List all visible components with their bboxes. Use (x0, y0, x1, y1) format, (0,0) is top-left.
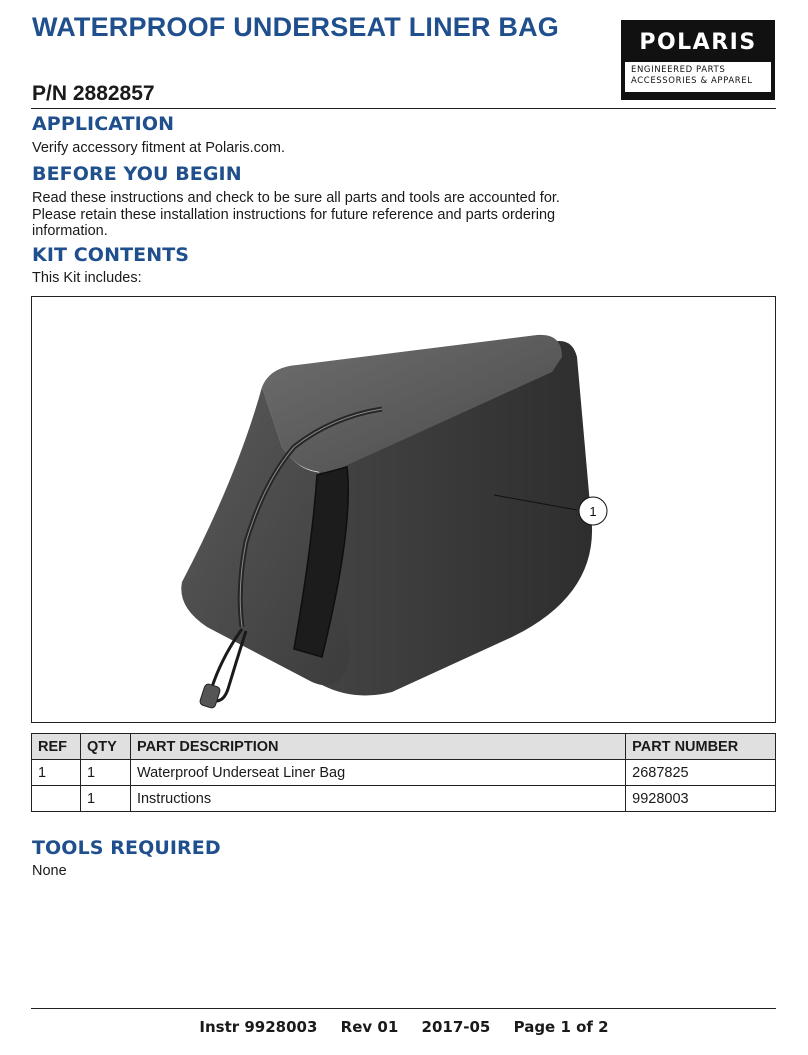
footer-rev: Rev 01 (340, 1018, 399, 1036)
kit-contents-heading: KIT CONTENTS (32, 244, 190, 266)
header-part-description: PART DESCRIPTION (130, 734, 625, 760)
logo-line-2: ACCESSORIES & APPAREL (631, 76, 753, 86)
polaris-logo (621, 20, 775, 100)
logo-subtitle (625, 62, 771, 92)
kit-figure (31, 296, 776, 723)
table-header-row (32, 734, 776, 760)
cell-qty: 1 (80, 786, 130, 812)
kit-contents-table (31, 733, 776, 812)
header-divider (31, 108, 776, 109)
cell-part-number: 2687825 (626, 760, 776, 786)
logo-line-1: ENGINEERED PARTS (631, 65, 726, 75)
cell-description: Instructions (130, 786, 625, 812)
page-footer (0, 1018, 808, 1036)
cell-qty: 1 (80, 760, 130, 786)
footer-instr: Instr 9928003 (199, 1018, 318, 1036)
cell-ref: 1 (32, 760, 81, 786)
tools-required-text: None (32, 863, 67, 879)
callout-number: 1 (589, 504, 597, 519)
header-qty: QTY (80, 734, 130, 760)
before-you-begin-line-2: Please retain these installation instructions for future reference and parts ordering (32, 206, 556, 223)
application-text: Verify accessory fitment at Polaris.com. (32, 140, 286, 156)
before-you-begin-line-3: information. (32, 223, 108, 239)
cell-part-number: 9928003 (626, 786, 776, 812)
tools-required-heading: TOOLS REQUIRED (32, 837, 221, 859)
part-number: P/N 2882857 (32, 82, 155, 105)
application-heading: APPLICATION (32, 113, 175, 135)
cell-ref (32, 786, 81, 812)
cell-description: Waterproof Underseat Liner Bag (130, 760, 625, 786)
table-row (32, 786, 776, 812)
footer-date: 2017-05 (421, 1018, 491, 1036)
header-ref: REF (32, 734, 81, 760)
footer-divider (31, 1008, 776, 1009)
before-you-begin-heading: BEFORE YOU BEGIN (32, 163, 242, 185)
footer-page: Page 1 of 2 (513, 1018, 609, 1036)
document-title: WATERPROOF UNDERSEAT LINER BAG (32, 12, 560, 42)
header-part-number: PART NUMBER (626, 734, 776, 760)
kit-contents-text: This Kit includes: (32, 270, 142, 286)
liner-bag-illustration (32, 297, 774, 721)
before-you-begin-line-1: Read these instructions and check to be sure all parts and tools are accounted for. (32, 190, 560, 206)
logo-brand: POLARIS (639, 30, 757, 55)
table-row (32, 760, 776, 786)
